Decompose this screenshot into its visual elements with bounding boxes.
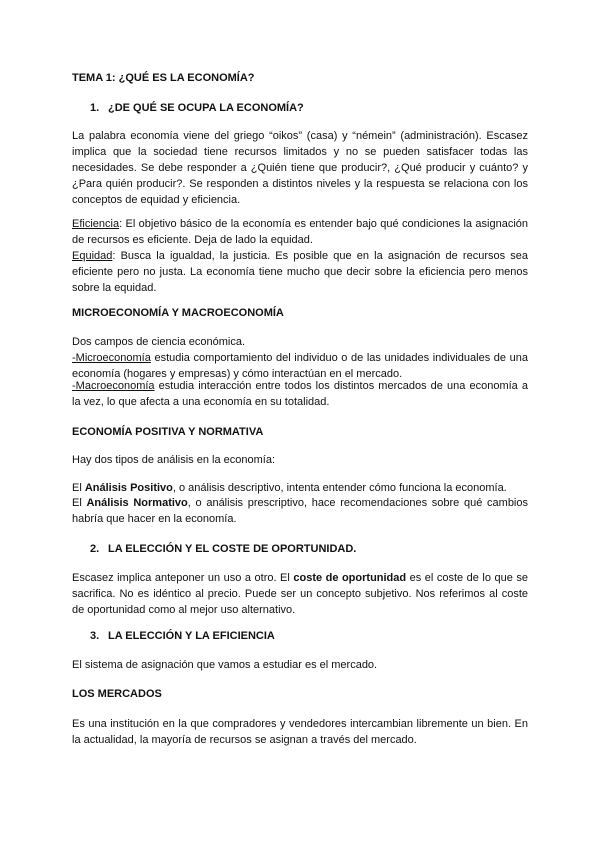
microeconomia-term: -Microeconomía [72, 352, 151, 364]
analisis-normativo-text: , o análisis prescriptivo, hace recomendaciones sobre qué cambios habría que hacer en la economía. [72, 497, 528, 525]
mercados-heading: LOS MERCADOS [72, 688, 162, 700]
section-2-number: 2. [90, 543, 100, 555]
section-1-number: 1. [90, 102, 100, 114]
positiva-normativa-heading: ECONOMÍA POSITIVA Y NORMATIVA [72, 426, 264, 438]
mercados-paragraph: Es una institución en la que compradores y vendedores intercambian libremente un bien. En la actualidad, la mayoría de recursos se asignan a través del mercado. [72, 718, 528, 746]
equidad-text: : Busca la igualdad, la justicia. Es posible que en la asignación de recursos sea eficiente pero no justa. La economía tiene mucho que decir sobre la eficiencia pero menos sobre la equidad. [72, 250, 528, 294]
macroeconomia-text: estudia interacción entre todos los distintos mercados de una economía a la vez, lo que afecta a una economía en su totalidad. [72, 380, 528, 408]
analisis-positivo-prefix: El [72, 482, 85, 494]
coste-oportunidad-term: coste de oportunidad [293, 572, 407, 584]
micro-macro-heading: MICROECONOMÍA Y MACROECONOMÍA [72, 307, 284, 319]
equidad-paragraph [72, 248, 528, 296]
section-3-heading [90, 628, 546, 644]
section-3-paragraph: El sistema de asignación que vamos a estudiar es el mercado. [72, 659, 378, 671]
coste-oportunidad-paragraph [72, 570, 528, 618]
section-1-title: ¿DE QUÉ SE OCUPA LA ECONOMÍA? [108, 102, 304, 114]
equidad-term: Equidad [72, 250, 113, 262]
positiva-intro: Hay dos tipos de análisis en la economía: [72, 454, 276, 466]
eficiencia-text: : El objetivo básico de la economía es entender bajo qué condiciones la asignación de recursos es eficiente. Deja de lado la equidad. [72, 218, 528, 246]
analisis-normativo-term: Análisis Normativo [86, 497, 188, 509]
section-3-number: 3. [90, 630, 100, 642]
page-title: TEMA 1: ¿QUÉ ES LA ECONOMÍA? [72, 72, 255, 84]
section-2-heading [90, 541, 546, 557]
section-1-heading [90, 100, 546, 116]
section-3-title: LA ELECCIÓN Y LA EFICIENCIA [108, 630, 275, 642]
analisis-positivo-text: , o análisis descriptivo, intenta entender cómo funciona la economía. [172, 482, 507, 494]
coste-prefix: Escasez implica anteponer un uso a otro. El [72, 572, 294, 584]
eficiencia-term: Eficiencia [72, 218, 120, 230]
macroeconomia-paragraph [72, 378, 528, 410]
analisis-positivo-paragraph [72, 480, 528, 496]
analisis-normativo-paragraph [72, 495, 528, 527]
intro-paragraph: La palabra economía viene del griego “oikos” (casa) y “némein” (administración). Escasez implica que la sociedad tiene recursos limitados y no se pueden satisfacer todas las necesidades. Se debe responder a ¿Quién tiene que producir?, ¿Qué producir y cuánto? y ¿Para quién producir?. Se responden a distintos niveles y la respuesta se relaciona con los conceptos de equidad y eficiencia. [72, 130, 528, 206]
macroeconomia-term: -Macroeconomía [72, 380, 155, 392]
analisis-positivo-term: Análisis Positivo [84, 482, 173, 494]
eficiencia-paragraph [72, 216, 528, 248]
analisis-normativo-prefix: El [72, 497, 87, 509]
micro-intro: Dos campos de ciencia económica. [72, 336, 246, 348]
microeconomia-text: estudia comportamiento del individuo o de las unidades individuales de una economía (hogares y empresas) y cómo interactúan en el mercado. [72, 352, 528, 380]
coste-suffix: es el coste de lo que se sacrifica. No es idéntico al precio. Puede ser un concepto subjetivo. Nos referimos al coste de oportunidad como al mejor uso alternativo. [72, 572, 528, 616]
section-2-title: LA ELECCIÓN Y EL COSTE DE OPORTUNIDAD. [108, 543, 357, 555]
